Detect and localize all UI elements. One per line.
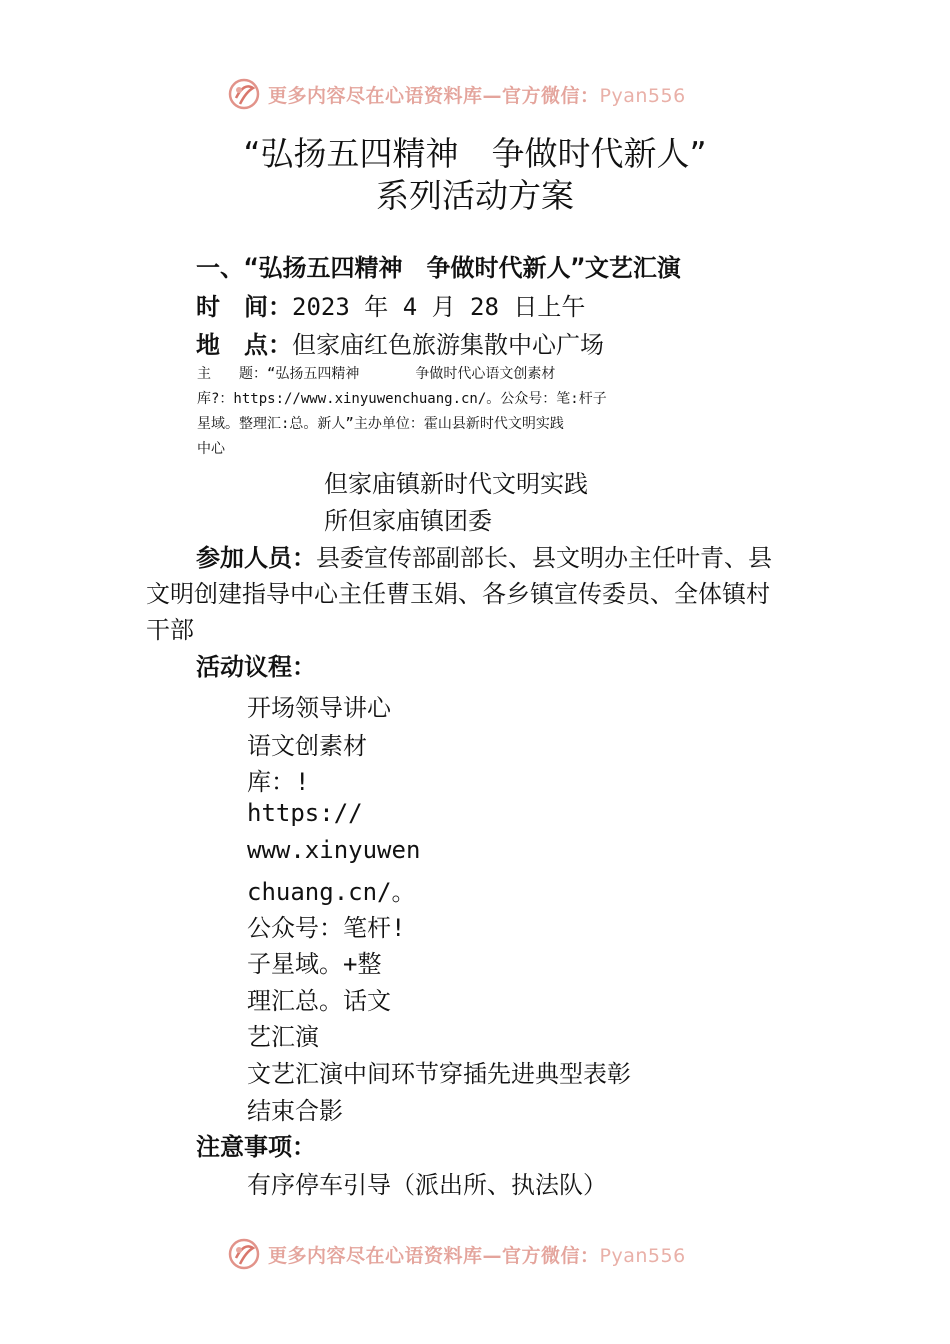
agenda-item: 文艺汇演中间环节穿插先进典型表彰 [247,1060,631,1088]
organizer-line-2: 所但家庙镇团委 [324,507,492,535]
watermark-text [268,1241,686,1268]
agenda-label: 活动议程： [196,653,316,681]
agenda-item: 语文创素材 [247,732,367,760]
brand-logo-icon [226,1236,262,1272]
page-title-line2: 系列活动方案 [376,176,574,215]
agenda-item: www.xinyuwen [247,836,421,864]
watermark-wechat-id: Pyan556 [599,1244,686,1267]
page-title-line1: “弘扬五四精神 争做时代新人” [243,134,707,173]
participants-row [196,538,772,573]
theme-line-1: 主 题：“弘扬五四精神 争做时代心语文创素材 [197,366,556,382]
organizer-line-1: 但家庙镇新时代文明实践 [324,470,588,498]
theme-line-3: 星域。整理汇:总。新人”主办单位：霍山县新时代文明实践 [197,416,564,432]
agenda-item: chuang.cn/。 [247,878,416,906]
theme-line-4: 中心 [197,441,225,457]
brand-logo-icon [226,76,262,112]
participants-label: 参加人员： [196,544,316,572]
agenda-item: 结束合影 [247,1097,343,1125]
time-row [196,287,585,322]
agenda-item: 库：! [247,768,310,796]
agenda-item: https:// [247,799,363,827]
time-label: 时 间： [196,293,292,321]
notes-label: 注意事项： [196,1133,316,1161]
watermark-text-cn: 更多内容尽在心语资料库—官方微信： [268,1244,600,1267]
agenda-item: 艺汇演 [247,1023,319,1051]
watermark-header [226,74,746,114]
place-label: 地 点： [196,331,292,359]
time-value: 2023 年 4 月 28 日上午 [292,293,586,321]
place-value: 但家庙红色旅游集散中心广场 [292,331,604,359]
watermark-footer [226,1234,746,1274]
participants-line-2: 文明创建指导中心主任曹玉娟、各乡镇宣传委员、全体镇村 [146,580,770,608]
agenda-item: 开场领导讲心 [247,694,391,722]
watermark-text-cn: 更多内容尽在心语资料库—官方微信： [268,84,600,107]
participants-line-3: 干部 [146,616,194,644]
agenda-item: 理汇总。话文 [247,987,391,1015]
agenda-item: 公众号：笔杆! [247,914,406,942]
participants-line-1: 县委宣传部副部长、县文明办主任叶青、县 [316,544,772,572]
section-heading-1: 一、“弘扬五四精神 争做时代新人”文艺汇演 [196,254,681,282]
theme-line-2: 库?：https://www.xinyuwenchuang.cn/。公众号：笔:杆子 [197,391,607,407]
agenda-item: 子星域。+整 [247,950,382,978]
place-row [196,325,604,360]
notes-item: 有序停车引导（派出所、执法队） [247,1171,607,1199]
watermark-text [268,81,686,108]
watermark-wechat-id: Pyan556 [599,84,686,107]
